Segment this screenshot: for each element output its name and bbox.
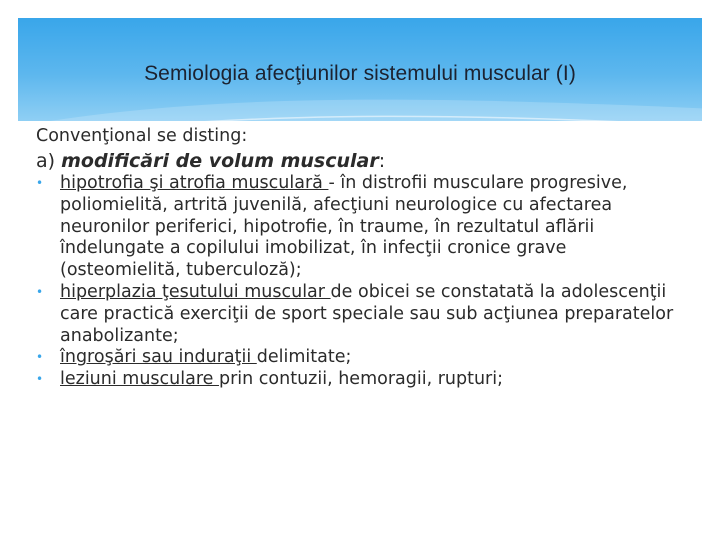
item-term: leziuni musculare [60,369,219,390]
subheading-prefix: a) [36,150,62,172]
slide-title: Semiologia afecţiunilor sistemului muscular (I) [144,62,576,85]
subheading [36,149,676,173]
subheading-suffix: : [378,150,386,172]
item-term: îngroşări sau induraţii [60,347,257,368]
list-item [36,347,676,369]
list-item [36,369,676,391]
subheading-emphasis: modificări de volum muscular [61,150,379,172]
list-item [36,282,676,347]
list-item [36,173,676,282]
item-text: - în distrofii musculare progresive, poliomielită, artrită juvenilă, afecţiuni neurologice cu afectarea neuronilor periferici, hipotrofie, în traume, în rezultatul aflării îndelungate a copilului imobilizat, în infecţii cronice grave (osteomielită, tuberculoză); [60,173,628,281]
bullet-icon: • [36,372,44,387]
header-swoosh-decoration [18,88,702,121]
item-term: hipotrofia şi atrofia musculară [60,173,329,193]
bullet-icon: • [36,350,44,365]
item-text: prin contuzii, hemoragii, rupturi; [218,369,504,390]
item-text: delimitate; [256,347,352,368]
bullet-icon: • [36,176,44,190]
item-text: de obicei se constatată la adolescenţii care practică exerciţii de sport speciale sau sub acţiunea preparatelor anabolizante; [60,281,674,346]
intro-text: Convenţional se disting: [36,126,248,146]
slide-body [36,126,676,391]
bullet-icon: • [36,284,44,299]
bullet-list [36,173,676,391]
item-term: hiperplazia ţesutului muscular [60,281,331,302]
